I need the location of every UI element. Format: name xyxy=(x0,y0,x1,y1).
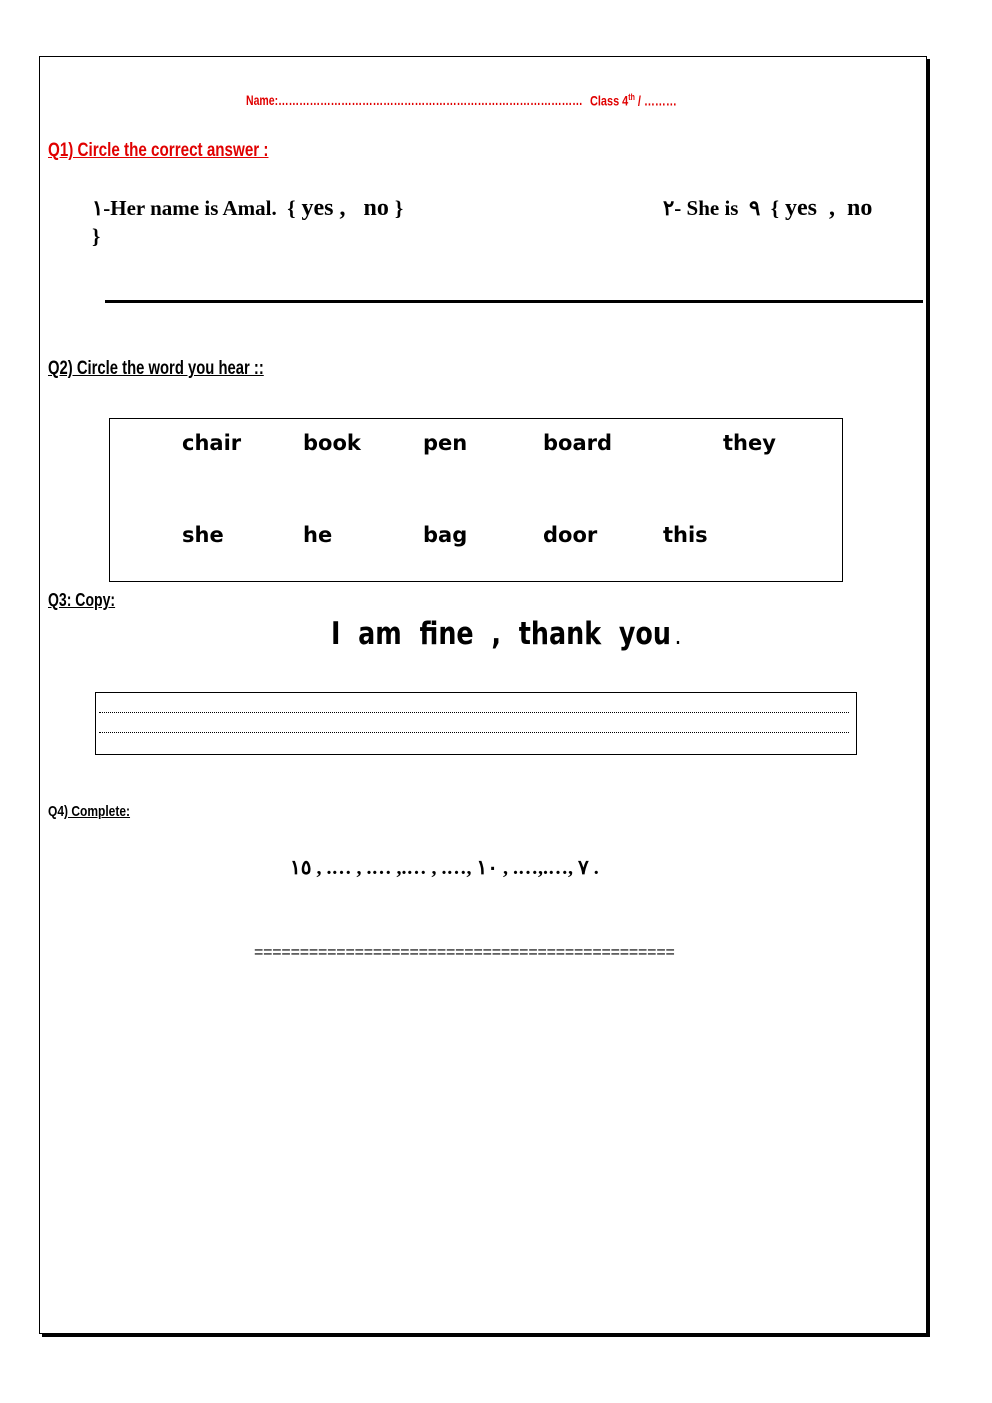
word-chair[interactable]: chair xyxy=(182,431,242,455)
copy-sentence xyxy=(331,616,681,652)
class-label: Class 4 xyxy=(590,92,629,109)
writing-line-2 xyxy=(99,732,849,733)
q1-item-2 xyxy=(663,195,872,222)
word-box xyxy=(109,418,843,582)
q1-item-2-prefix: ٢- She is ٩ { xyxy=(663,196,780,220)
copy-writing-box[interactable] xyxy=(95,692,857,755)
q4-title-prefix: Q4) xyxy=(48,803,69,820)
name-field-label xyxy=(246,92,583,108)
copy-sentence-end: . xyxy=(670,629,681,648)
separator-line: ============================================== xyxy=(254,944,675,961)
q1-item-1-prefix: ١-Her name is Amal. { xyxy=(92,196,296,220)
q1-item-1-close: } xyxy=(394,196,404,220)
class-suffix: / ……… xyxy=(634,92,677,109)
q1-item-2-options[interactable]: yes , no xyxy=(779,195,873,221)
q1-item-1 xyxy=(92,195,403,222)
class-field-label xyxy=(590,92,677,109)
word-board[interactable]: board xyxy=(543,431,613,455)
word-bag[interactable]: bag xyxy=(423,523,468,547)
q4-title-label: Complete: xyxy=(68,803,131,820)
number-sequence[interactable]: ٧ ,….,…. , ١٠ ,…. , …., …. , …. , ١٥ . xyxy=(290,857,599,879)
copy-sentence-text: I am fine , thank you xyxy=(331,616,671,652)
q3-title: Q3: Copy: xyxy=(48,590,116,610)
q4-title xyxy=(48,803,130,820)
q2-title: Q2) Circle the word you hear :: xyxy=(48,358,264,379)
name-label: Name:…………………………………………………………………………… xyxy=(246,92,583,108)
word-pen[interactable]: pen xyxy=(423,431,468,455)
word-he[interactable]: he xyxy=(303,523,333,547)
class-sup: th xyxy=(628,92,635,102)
word-door[interactable]: door xyxy=(543,523,598,547)
q1-item-2-close: } xyxy=(92,224,101,248)
writing-line-1 xyxy=(99,712,849,713)
q1-item-1-options[interactable]: yes , no xyxy=(295,195,395,221)
word-they[interactable]: they xyxy=(723,431,776,455)
q1-title: Q1) Circle the correct answer : xyxy=(48,140,269,161)
word-she[interactable]: she xyxy=(182,523,224,547)
section-divider xyxy=(105,300,923,303)
word-this[interactable]: this xyxy=(663,523,708,547)
word-book[interactable]: book xyxy=(303,431,361,455)
